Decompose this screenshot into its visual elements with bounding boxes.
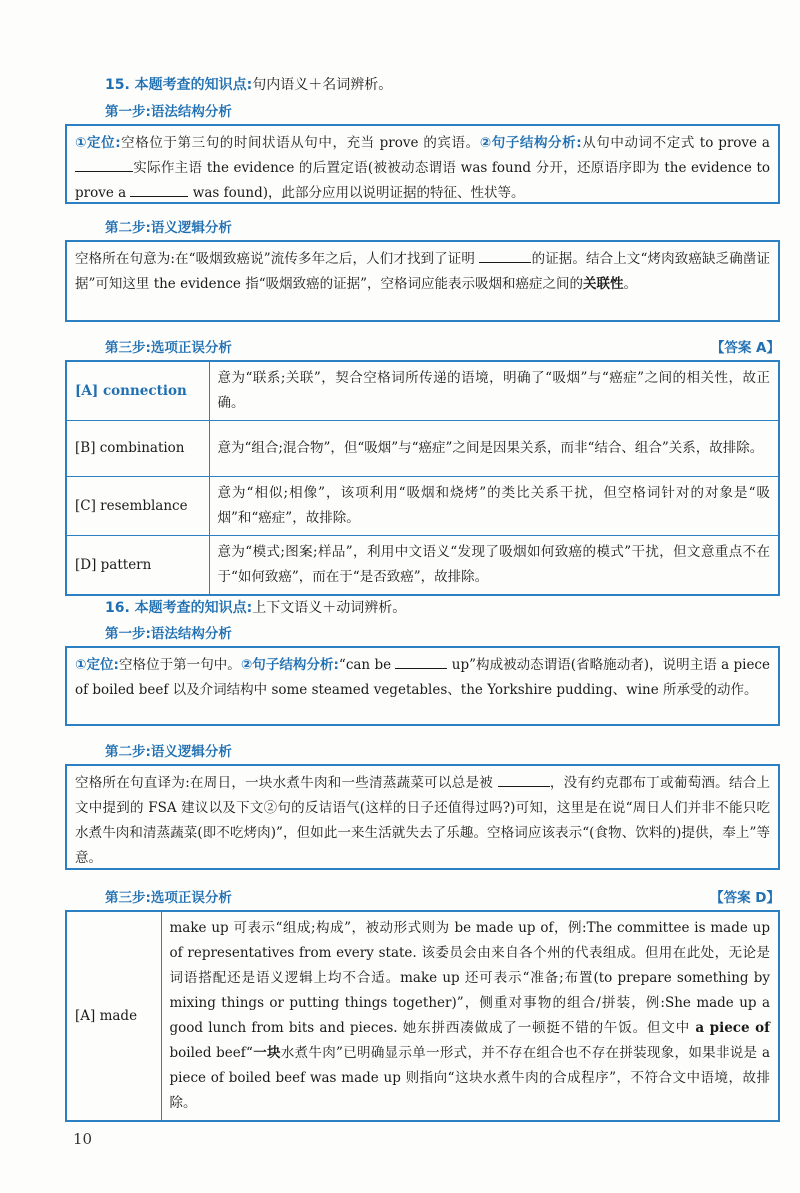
table-row bbox=[66, 536, 779, 596]
q16-semantic-box bbox=[65, 764, 780, 870]
q15-option-b-explanation: 意为“组合;混合物”，但“吸烟”与“癌症”之间是因果关系，而非“结合、组合”关系，故排除。 bbox=[209, 421, 779, 477]
q15-grammar-box bbox=[65, 124, 780, 204]
q15-option-a: [A] connection bbox=[66, 361, 209, 421]
q16-option-a: [A] made bbox=[66, 911, 161, 1121]
q15-step1-heading: 第一步:语法结构分析 bbox=[105, 104, 232, 120]
q16-title-lead: 16. 本题考查的知识点: bbox=[105, 600, 253, 616]
q16-semantic-text-b: ，没有约克郡布丁或葡萄酒。结合上文中提到的 FSA 建议以及下文②句的反诘语气(这样的日子还值得过吗?)可知，这里是在说“周日人们并非不能只吃水煮牛肉和清蒸蔬菜(即不吃烤肉)”，但如此一来生活就失去了乐趣。空格词应该表示“(食物、饮料的)提供，奉上”等意。 bbox=[75, 775, 770, 866]
q15-locate-label: ①定位: bbox=[75, 135, 121, 151]
q15-options-table bbox=[65, 360, 780, 596]
q16-options-table bbox=[65, 910, 780, 1122]
q16-semantic-text-a: 空格所在句直译为:在周日，一块水煮牛肉和一些清蒸蔬菜可以总是被 bbox=[75, 775, 498, 791]
q15-semantic-box bbox=[65, 240, 780, 322]
q15-locate-text: 空格位于第三句的时间状语从句中，充当 prove 的宾语。 bbox=[120, 135, 480, 151]
q15-structure-text-a: 从句中动词不定式 to prove a bbox=[581, 135, 770, 151]
q16-option-a-exp-bold2: 一块 bbox=[252, 1045, 281, 1061]
blank-line bbox=[130, 183, 188, 197]
q16-option-a-exp-c: 水煮牛肉”已明确显示单一形式，并不存在组合也不存在拼装现象，如果非说是 a piece of boiled beef was made up 则指向“这块水煮牛肉的合成程序”，不符合文中语境，故排除。 bbox=[169, 1045, 770, 1111]
q15-semantic-text-a: 空格所在句意为:在“吸烟致癌说”流传多年之后，人们才找到了证明 bbox=[75, 251, 480, 267]
q16-answer: 【答案 D】 bbox=[710, 890, 780, 906]
q16-locate-label: ①定位: bbox=[75, 657, 119, 673]
table-row bbox=[66, 911, 779, 1121]
q15-option-a-explanation: 意为“联系;关联”，契合空格词所传递的语境，明确了“吸烟”与“癌症”之间的相关性，故正确。 bbox=[209, 361, 779, 421]
q15-option-d-explanation: 意为“模式;图案;样品”，利用中文语义“发现了吸烟如何致癌的模式”干扰，但文意重点不在于“如何致癌”，而在于“是否致癌”，故排除。 bbox=[209, 536, 779, 596]
q15-structure-text-b: 实际作主语 the evidence 的后置定语(被被动态谓语 was found 分开，还原语序即为 the evidence to prove a bbox=[75, 160, 770, 201]
q15-title bbox=[105, 74, 392, 94]
q16-title bbox=[105, 597, 406, 617]
q16-option-a-exp-bold1: a piece of bbox=[695, 1020, 770, 1036]
q15-semantic-text-b: 的证据。结合上文“烤肉致癌缺乏确凿证据”可知这里 the evidence 指“吸烟致癌的证据”，空格词应能表示吸烟和癌症之间的 bbox=[75, 251, 770, 292]
q15-structure-text-c: was found)，此部分应用以说明证据的特征、性状等。 bbox=[188, 185, 525, 201]
blank-line bbox=[75, 158, 133, 172]
q15-option-b: [B] combination bbox=[66, 421, 209, 477]
q16-option-a-exp-a: make up 可表示“组成;构成”，被动形式则为 be made up of，例:The committee is made up of representatives from every state. 该委员会由来自各个州的代表组成。但用在此处，无论是词语搭配还是语义逻辑上均不合适。make up 还可表示“准备;布置(to prepare something by mixing things or putting things together)”，侧重对事物的组合/拼装，例:She made up a good lunch from bits and pieces. 她东拼西凑做成了一顿挺不错的午饭。但文中 bbox=[169, 920, 770, 1036]
q15-option-d: [D] pattern bbox=[66, 536, 209, 596]
page-number: 10 bbox=[73, 1130, 93, 1148]
blank-line bbox=[479, 249, 531, 263]
table-row bbox=[66, 477, 779, 536]
q16-option-a-exp-b: boiled beef“ bbox=[169, 1045, 253, 1061]
q16-step2-heading: 第二步:语义逻辑分析 bbox=[105, 744, 232, 760]
q16-structure-text-a: “can be bbox=[338, 657, 396, 673]
q15-semantic-text-d: 。 bbox=[623, 276, 637, 292]
q16-grammar-box bbox=[65, 646, 780, 726]
q16-locate-text: 空格位于第一句中。 bbox=[118, 657, 241, 673]
q15-title-rest: 句内语义＋名词辨析。 bbox=[252, 77, 393, 93]
q15-structure-label: ②句子结构分析: bbox=[479, 135, 582, 151]
q16-structure-label: ②句子结构分析: bbox=[240, 657, 339, 673]
q15-step3-heading: 第三步:选项正误分析 bbox=[105, 340, 232, 356]
blank-line bbox=[395, 655, 447, 669]
table-row bbox=[66, 361, 779, 421]
q16-option-a-explanation bbox=[161, 911, 779, 1121]
q16-step1-heading: 第一步:语法结构分析 bbox=[105, 626, 232, 642]
q15-title-lead: 15. 本题考查的知识点: bbox=[105, 77, 253, 93]
q15-semantic-keyword: 关联性 bbox=[583, 276, 624, 292]
q15-option-c-explanation: 意为“相似;相像”，该项利用“吸烟和烧烤”的类比关系干扰，但空格词针对的对象是“吸烟”和“癌症”，故排除。 bbox=[209, 477, 779, 536]
q15-step2-heading: 第二步:语义逻辑分析 bbox=[105, 220, 232, 236]
blank-line bbox=[498, 773, 550, 787]
q16-step3-heading: 第三步:选项正误分析 bbox=[105, 890, 232, 906]
q16-structure-text-b: up”构成被动态谓语(省略施动者)，说明主语 a piece of boiled beef 以及介词结构中 some steamed vegetables、the Yorkshire pudding、wine 所承受的动作。 bbox=[75, 657, 770, 698]
q15-option-c: [C] resemblance bbox=[66, 477, 209, 536]
q16-title-rest: 上下文语义＋动词辨析。 bbox=[252, 600, 407, 616]
table-row bbox=[66, 421, 779, 477]
q15-answer: 【答案 A】 bbox=[710, 340, 780, 356]
